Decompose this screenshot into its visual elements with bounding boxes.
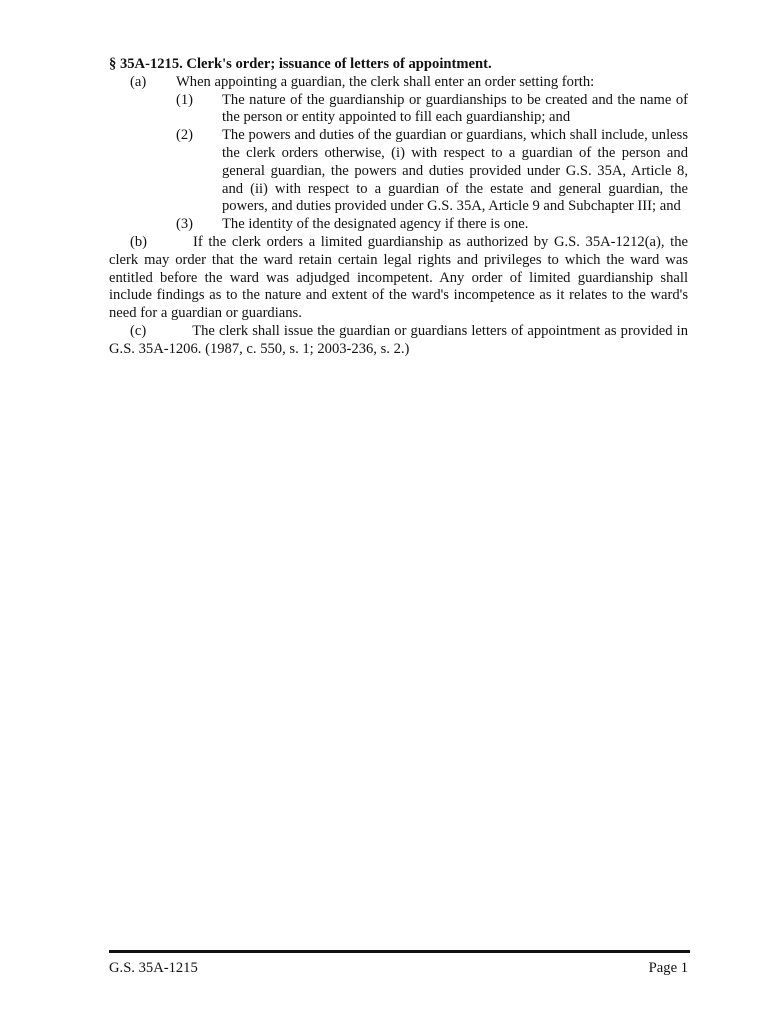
subsection-c-text: The clerk shall issue the guardian or guardians letters of appointment as provided in G.S. 35A-1206. (1987, c. 550, s. 1; 2003-236, s. 2.) bbox=[109, 322, 688, 357]
subsection-b bbox=[109, 234, 688, 323]
item-text: The nature of the guardianship or guardianships to be created and the name of the person or entity appointed to fill each guardianship; and bbox=[222, 91, 688, 126]
subsection-b-label: (b) bbox=[130, 233, 148, 250]
footer-rule bbox=[109, 950, 690, 953]
section-heading: § 35A-1215. Clerk's order; issuance of letters of appointment. bbox=[109, 56, 492, 72]
list-item-3 bbox=[109, 216, 688, 234]
item-number: (3) bbox=[176, 216, 194, 233]
list-item-2 bbox=[109, 127, 688, 216]
statute-body bbox=[109, 56, 688, 359]
subsection-a-label: (a) bbox=[130, 73, 147, 90]
footer-citation: G.S. 35A-1215 bbox=[109, 960, 198, 976]
subsection-b-text: If the clerk orders a limited guardianship as authorized by G.S. 35A-1212(a), the clerk may order that the ward retain certain legal rights and privileges to which the ward was entitled before the ward was adjudged incompetent. Any order of limited guardianship shall include findings as to the nature and extent of the ward's incompetence as it relates to the ward's need for a guardian or guardians. bbox=[109, 233, 688, 322]
item-text: The identity of the designated agency if there is one. bbox=[222, 216, 529, 233]
item-text: The powers and duties of the guardian or guardians, which shall include, unless the clerk orders otherwise, (i) with respect to a guardian of the person and general guardian, the powers and duties provided under G.S. 35A, Article 8, and (ii) with respect to a guardian of the estate and general guardian, the powers, and duties provided under G.S. 35A, Article 9 and Subchapter III; and bbox=[222, 127, 688, 215]
page-number: Page 1 bbox=[648, 960, 688, 976]
subsection-a-text: When appointing a guardian, the clerk shall enter an order setting forth: bbox=[176, 73, 595, 90]
item-number: (2) bbox=[176, 127, 194, 144]
subsection-a bbox=[109, 74, 688, 92]
subsection-c bbox=[109, 323, 688, 359]
list-item-1 bbox=[109, 92, 688, 128]
subsection-c-label: (c) bbox=[130, 322, 147, 339]
item-number: (1) bbox=[176, 91, 194, 108]
